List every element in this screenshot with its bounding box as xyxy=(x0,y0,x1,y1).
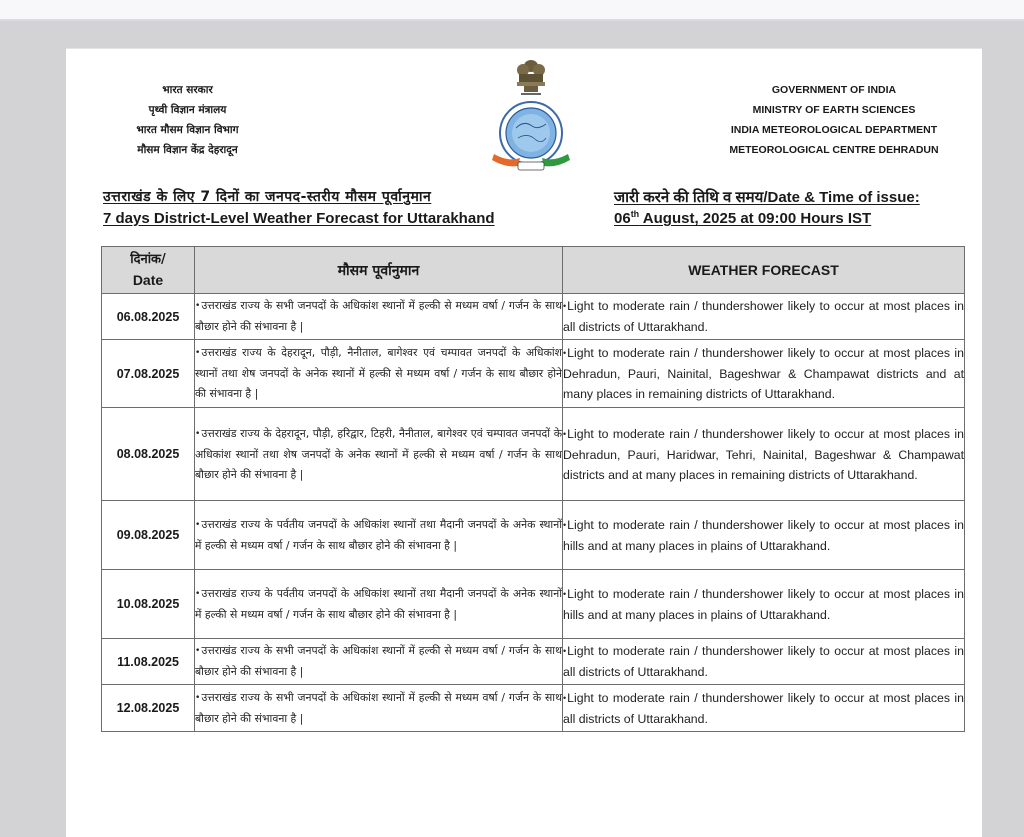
table-row xyxy=(102,340,965,408)
forecast-english-cell xyxy=(563,685,965,732)
forecast-english-text: Light to moderate rain / thundershower likely to occur at most places in all districts of Uttarakhand. xyxy=(563,299,964,334)
header-english-line: MINISTRY OF EARTH SCIENCES xyxy=(752,104,916,116)
viewer-toolbar xyxy=(0,0,1024,21)
forecast-english-cell xyxy=(563,408,965,501)
forecast-hindi-text: उत्तराखंड राज्य के पर्वतीय जनपदों के अधिकांश स्थानों तथा मैदानी जनपदों के अनेक स्थानों में हल्की से मध्यम वर्षा / गर्जन के साथ बौछार होने की संभावना है | xyxy=(195,586,562,621)
forecast-english-text: Light to moderate rain / thundershower likely to occur at most places in Dehradun, Pauri, Haridwar, Tehri, Nainital, Bageshwar & Champawat districts and at many places in remaining districts of Uttarakhand. xyxy=(563,426,964,482)
header-hindi-line: भारत मौसम विज्ञान विभाग xyxy=(136,124,239,136)
bullet-icon: • xyxy=(195,588,201,599)
table-row xyxy=(102,685,965,732)
forecast-date: 10.08.2025 xyxy=(102,570,195,639)
title-hindi: उत्तराखंड के लिए 7 दिनों का जनपद-स्तरीय मौसम पूर्वानुमान xyxy=(103,189,432,205)
forecast-hindi-cell xyxy=(195,340,563,408)
forecast-hindi-text: उत्तराखंड राज्य के पर्वतीय जनपदों के अधिकांश स्थानों तथा मैदानी जनपदों के अनेक स्थानों में हल्की से मध्यम वर्षा / गर्जन के साथ बौछार होने की संभावना है | xyxy=(195,517,562,552)
forecast-date: 06.08.2025 xyxy=(102,294,195,340)
forecast-title xyxy=(103,187,495,229)
header-date xyxy=(102,247,195,294)
forecast-hindi-cell xyxy=(195,501,563,570)
forecast-hindi-cell xyxy=(195,294,563,340)
forecast-english-text: Light to moderate rain / thundershower likely to occur at most places in hills and at many places in plains of Uttarakhand. xyxy=(563,517,964,553)
forecast-english-text: Light to moderate rain / thundershower likely to occur at most places in hills and at many places in plains of Uttarakhand. xyxy=(563,586,964,622)
bullet-icon: • xyxy=(195,692,201,703)
forecast-hindi-text: उत्तराखंड राज्य के देहरादून, पौड़ी, हरिद्वार, टिहरी, नैनीताल, बागेश्वर एवं चम्पावत जनपदों के अधिकांश स्थानों तथा शेष जनपदों के अनेक स्थानों में हल्की से मध्यम वर्षा / गर्जन के साथ बौछार होने की संभावना है | xyxy=(195,426,562,481)
forecast-hindi-text: उत्तराखंड राज्य के सभी जनपदों के अधिकांश स्थानों में हल्की से मध्यम वर्षा / गर्जन के साथ बौछार होने की संभावना है | xyxy=(195,690,562,725)
header-english xyxy=(718,80,950,160)
header-hindi-line: मौसम विज्ञान केंद्र देहरादून xyxy=(137,144,238,156)
header-forecast-english: WEATHER FORECAST xyxy=(563,247,965,294)
table-row xyxy=(102,408,965,501)
forecast-english-text: Light to moderate rain / thundershower likely to occur at most places in all districts of Uttarakhand. xyxy=(563,690,964,726)
forecast-hindi-cell xyxy=(195,685,563,732)
bullet-icon: • xyxy=(563,519,567,530)
table-row xyxy=(102,501,965,570)
imd-emblem-logo xyxy=(488,58,574,176)
issue-datetime-rest: August, 2025 at 09:00 Hours IST xyxy=(639,210,872,227)
forecast-date: 09.08.2025 xyxy=(102,501,195,570)
forecast-english-text: Light to moderate rain / thundershower likely to occur at most places in Dehradun, Pauri, Nainital, Bageshwar & Champawat districts and at many places in remaining districts of Uttarakhand. xyxy=(563,346,964,401)
bullet-icon: • xyxy=(195,348,201,358)
header-date-hindi: दिनांक/ xyxy=(130,252,166,267)
header-english-line: INDIA METEOROLOGICAL DEPARTMENT xyxy=(730,124,938,136)
title-english: 7 days District-Level Weather Forecast for Uttarakhand xyxy=(103,210,495,227)
forecast-english-cell xyxy=(563,294,965,340)
forecast-date: 08.08.2025 xyxy=(102,408,195,501)
issue-datetime xyxy=(614,208,920,229)
bullet-icon: • xyxy=(563,348,567,358)
issue-info xyxy=(614,187,920,229)
table-row xyxy=(102,294,965,340)
forecast-english-cell xyxy=(563,340,965,408)
table-row xyxy=(102,639,965,685)
header-hindi-line: भारत सरकार xyxy=(162,84,213,96)
bullet-icon: • xyxy=(563,646,567,656)
forecast-table xyxy=(101,246,965,732)
forecast-date: 11.08.2025 xyxy=(102,639,195,685)
bullet-icon: • xyxy=(563,301,567,311)
bullet-icon: • xyxy=(195,519,201,530)
bullet-icon: • xyxy=(563,588,567,599)
issue-day: 06 xyxy=(614,210,631,227)
forecast-hindi-text: उत्तराखंड राज्य के देहरादून, पौड़ी, नैनीताल, बागेश्वर एवं चम्पावत जनपदों के अधिकांश स्थानों तथा शेष जनपदों के अनेक स्थानों में हल्की से मध्यम वर्षा / गर्जन के साथ बौछार होने की संभावना है | xyxy=(195,346,562,400)
issue-day-suffix: th xyxy=(630,209,640,219)
issue-label: जारी करने की तिथि व समय/Date & Time of issue: xyxy=(614,189,920,206)
bullet-icon: • xyxy=(195,646,201,656)
header-english-line: METEOROLOGICAL CENTRE DEHRADUN xyxy=(729,144,939,156)
bullet-icon: • xyxy=(195,428,201,439)
bullet-icon: • xyxy=(563,692,567,703)
table-row xyxy=(102,570,965,639)
bullet-icon: • xyxy=(195,301,201,311)
header-hindi-line: पृथ्वी विज्ञान मंत्रालय xyxy=(148,104,227,116)
forecast-date: 12.08.2025 xyxy=(102,685,195,732)
forecast-date: 07.08.2025 xyxy=(102,340,195,408)
forecast-hindi-cell xyxy=(195,408,563,501)
forecast-hindi-cell xyxy=(195,570,563,639)
header-english-line: GOVERNMENT OF INDIA xyxy=(771,84,897,96)
header-hindi xyxy=(100,80,275,160)
forecast-hindi-cell xyxy=(195,639,563,685)
header-forecast-hindi: मौसम पूर्वानुमान xyxy=(195,247,563,294)
forecast-english-cell xyxy=(563,639,965,685)
bullet-icon: • xyxy=(563,428,567,439)
table-header-row xyxy=(102,247,965,294)
forecast-english-text: Light to moderate rain / thundershower likely to occur at most places in all districts of Uttarakhand. xyxy=(563,644,964,679)
forecast-english-cell xyxy=(563,570,965,639)
forecast-hindi-text: उत्तराखंड राज्य के सभी जनपदों के अधिकांश स्थानों में हल्की से मध्यम वर्षा / गर्जन के साथ बौछार होने की संभावना है | xyxy=(195,644,562,678)
lion-capital-icon xyxy=(517,60,545,95)
forecast-hindi-text: उत्तराखंड राज्य के सभी जनपदों के अधिकांश स्थानों में हल्की से मध्यम वर्षा / गर्जन के साथ बौछार होने की संभावना है | xyxy=(195,299,562,333)
forecast-english-cell xyxy=(563,501,965,570)
header-date-english: Date xyxy=(132,272,164,288)
